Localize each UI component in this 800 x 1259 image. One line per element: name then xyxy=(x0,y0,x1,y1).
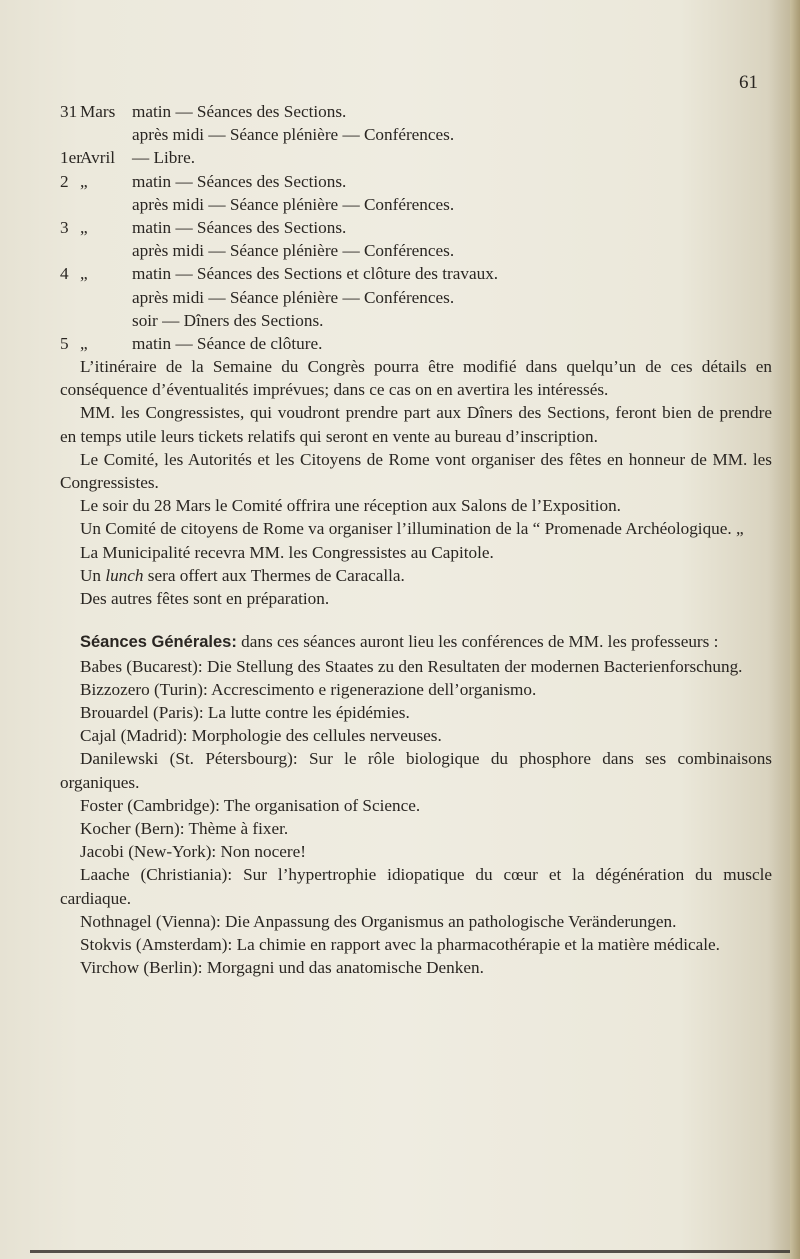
schedule-day: 5 xyxy=(60,333,69,353)
schedule-row xyxy=(60,146,772,169)
schedule-row xyxy=(60,100,772,123)
reception-paragraph: Le soir du 28 Mars le Comité offrira une réception aux Salons de l’Exposition. xyxy=(80,496,621,516)
speaker-entry: Kocher (Bern): Thème à fixer. xyxy=(80,818,289,838)
schedule-row xyxy=(60,309,772,332)
speaker-entry: Brouardel (Paris): La lutte contre les épidémies. xyxy=(80,702,410,722)
illumination-paragraph: Un Comité de citoyens de Rome va organiser l’illumination de la “ Promenade Archéologique. „ xyxy=(80,519,744,539)
page-edge-shadow xyxy=(790,0,800,1259)
schedule-month: „ xyxy=(80,333,88,353)
speaker-entry: Laache (Christiania): Sur l’hypertrophie idiopatique du cœur et la dégénération du muscle cardiaque. xyxy=(60,865,772,908)
schedule-month: „ xyxy=(80,264,88,284)
schedule-row xyxy=(60,216,772,239)
lunch-paragraph xyxy=(60,564,772,587)
schedule-detail: après midi — Séance plénière — Conférences. xyxy=(132,125,455,145)
general-sessions-intro-text: dans ces séances auront lieu les conférences de MM. les professeurs : xyxy=(236,632,719,652)
schedule-date xyxy=(60,170,132,193)
general-sessions-heading: Séances Générales: xyxy=(80,633,237,652)
lunch-word: lunch xyxy=(105,565,144,585)
schedule-month: „ xyxy=(80,217,88,237)
general-sessions-intro xyxy=(60,630,772,654)
page-number: 61 xyxy=(739,72,758,93)
fetes-paragraph: Le Comité, les Autorités et les Citoyens de Rome vont organiser des fêtes en honneur de MM. les Congressistes. xyxy=(60,449,772,493)
speaker-entry: Bizzozero (Turin): Accrescimento e rigenerazione dell’organismo. xyxy=(80,679,537,699)
schedule-date xyxy=(60,146,132,169)
schedule-detail: matin — Séances des Sections. xyxy=(132,217,347,237)
schedule-day: 1er xyxy=(60,148,82,168)
schedule-row xyxy=(60,262,772,285)
schedule-row xyxy=(60,123,772,146)
schedule-month: „ xyxy=(80,171,88,191)
schedule-detail: matin — Séances des Sections. xyxy=(132,102,347,121)
itinerary-paragraph: L’itinéraire de la Semaine du Congrès pourra être modifié dans quelqu’un de ces détails en conséquence d’éventualités imprévues; dans ce cas on en avertira les intéressés. xyxy=(60,357,772,400)
schedule-month: Avril xyxy=(80,148,116,168)
schedule-row xyxy=(60,239,772,262)
schedule-date xyxy=(60,262,132,285)
speaker-entry: Danilewski (St. Pétersbourg): Sur le rôle biologique du phosphore dans ses combinaisons organiques. xyxy=(60,749,772,792)
schedule-row xyxy=(60,286,772,309)
schedule-day: 31 xyxy=(60,102,78,121)
schedule-detail: après midi — Séance plénière — Conférences. xyxy=(132,241,455,261)
congress-schedule xyxy=(60,100,772,355)
other-fetes-paragraph: Des autres fêtes sont en préparation. xyxy=(80,589,330,609)
schedule-day: 3 xyxy=(60,217,69,237)
schedule-day: 4 xyxy=(60,264,69,284)
dinners-paragraph: MM. les Congressistes, qui voudront prendre part aux Dîners des Sections, feront bien de prendre en temps utile leurs tickets relatifs qui seront en vente au bureau d’inscription. xyxy=(60,403,772,446)
schedule-day: 2 xyxy=(60,171,69,191)
speaker-entry: Stokvis (Amsterdam): La chimie en rapport avec la pharmacothérapie et la matière médicale. xyxy=(80,934,720,954)
capitole-paragraph: La Municipalité recevra MM. les Congressistes au Capitole. xyxy=(80,542,494,562)
speaker-entry: Cajal (Madrid): Morphologie des cellules nerveuses. xyxy=(80,726,442,746)
lunch-suffix: sera offert aux Thermes de Caracalla. xyxy=(143,565,405,585)
schedule-detail: matin — Séances des Sections et clôture des travaux. xyxy=(132,264,499,284)
page-bottom-rule xyxy=(30,1250,790,1253)
lunch-prefix: Un xyxy=(80,565,106,585)
speaker-entry: Foster (Cambridge): The organisation of Science. xyxy=(80,795,421,815)
page-content xyxy=(60,100,772,979)
schedule-date xyxy=(60,100,132,123)
schedule-detail: — Libre. xyxy=(132,148,196,168)
speaker-entry: Jacobi (New-York): Non nocere! xyxy=(80,842,306,862)
schedule-detail: après midi — Séance plénière — Conférences. xyxy=(132,194,455,214)
schedule-detail: après midi — Séance plénière — Conférences. xyxy=(132,287,455,307)
schedule-detail: matin — Séance de clôture. xyxy=(132,333,323,353)
schedule-detail: soir — Dîners des Sections. xyxy=(132,310,324,330)
speaker-entry: Babes (Bucarest): Die Stellung des Staates zu den Resultaten der modernen Bacterienforschung. xyxy=(80,656,743,676)
speaker-entry: Nothnagel (Vienna): Die Anpassung des Organismus an pathologische Veränderungen. xyxy=(80,911,677,931)
schedule-row xyxy=(60,170,772,193)
schedule-row xyxy=(60,332,772,355)
schedule-date xyxy=(60,332,132,355)
speaker-list xyxy=(60,655,772,980)
schedule-row xyxy=(60,193,772,216)
schedule-month: Mars xyxy=(80,102,116,121)
schedule-detail: matin — Séances des Sections. xyxy=(132,171,347,191)
speaker-entry: Virchow (Berlin): Morgagni und das anatomische Denken. xyxy=(80,958,484,978)
schedule-date xyxy=(60,216,132,239)
